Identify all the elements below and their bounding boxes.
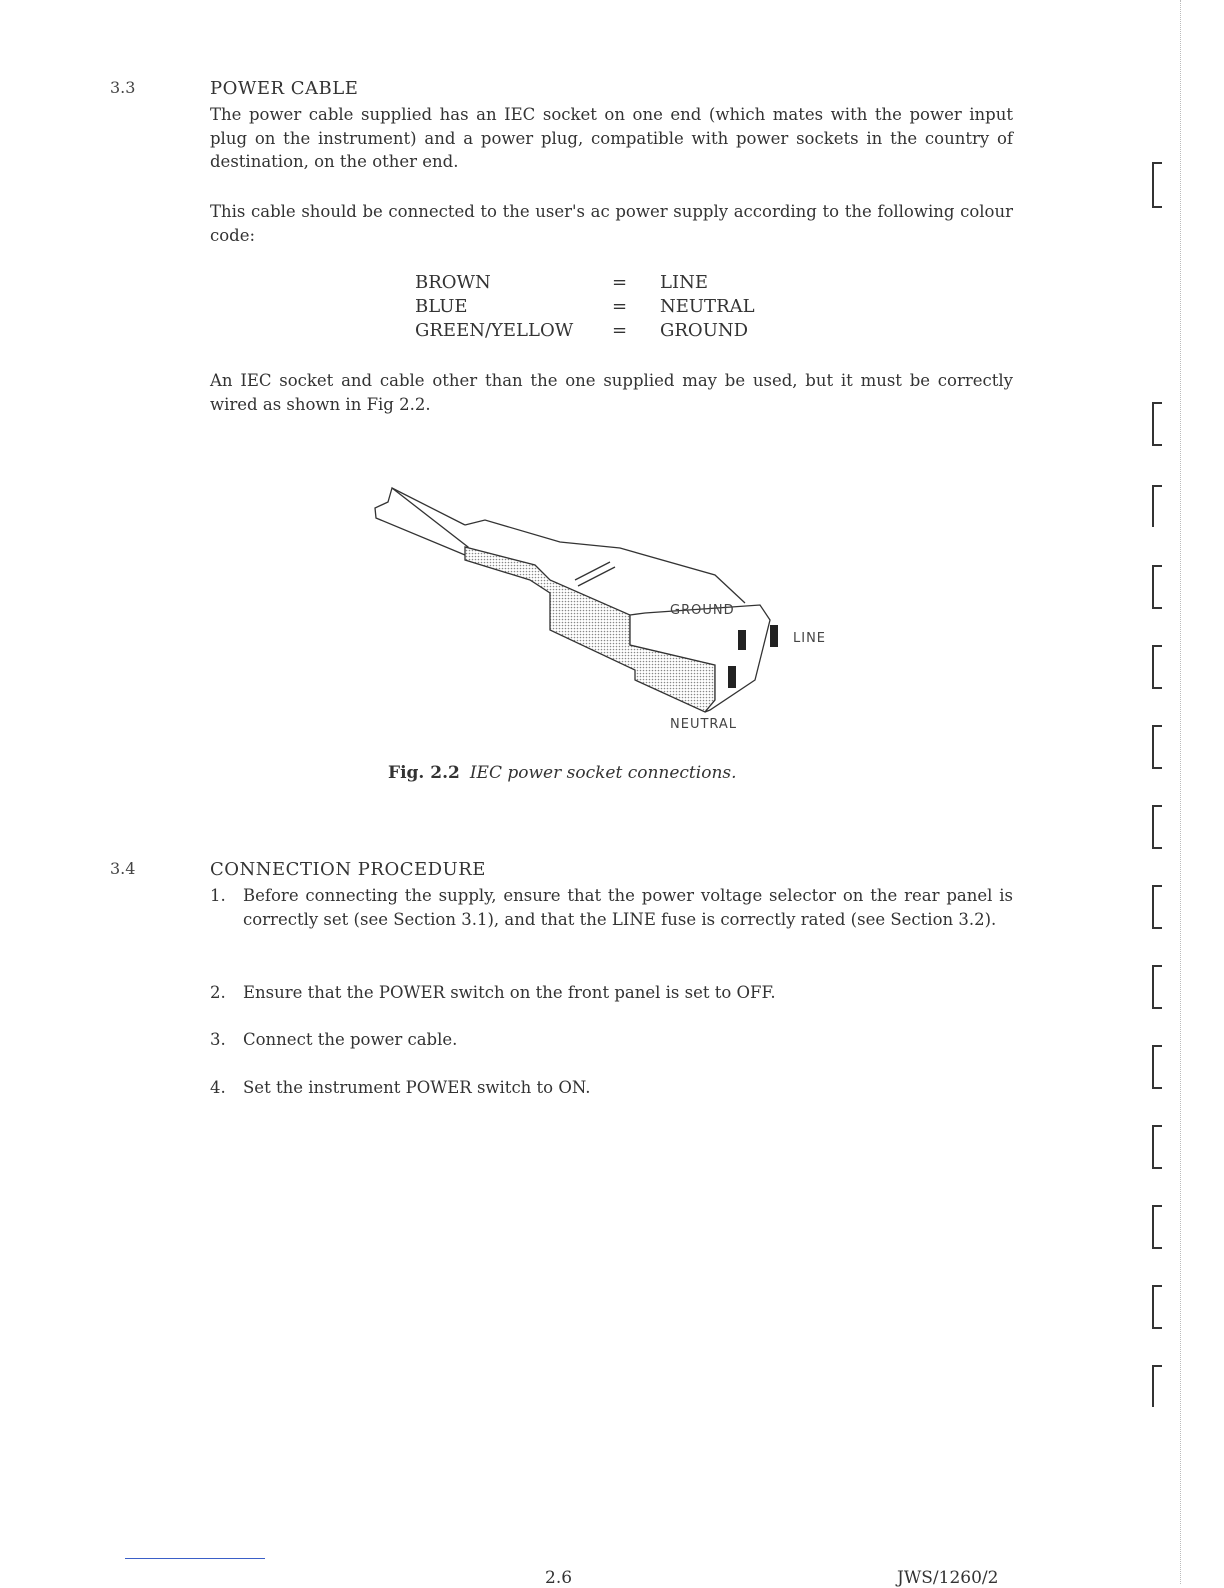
wire-colour: BROWN [415, 272, 491, 293]
equals: = [612, 320, 628, 341]
ground-pin [738, 630, 746, 650]
wire-function: NEUTRAL [660, 296, 755, 317]
section-number-3-3: 3.3 [110, 78, 136, 97]
alternate-socket-paragraph: An IEC socket and cable other than the one supplied may be used, but it must be correctly wired as shown in Fig 2.2. [210, 371, 1013, 414]
iec-socket-illustration [360, 480, 840, 750]
line-label: LINE [793, 631, 827, 646]
document-reference: JWS/1260/2 [897, 1568, 999, 1588]
list-item [210, 1028, 1013, 1052]
step-number: 3. [210, 1030, 226, 1049]
figure-caption-text: IEC power socket connections. [469, 763, 737, 783]
page-number: 2.6 [545, 1568, 573, 1588]
colour-code-intro: This cable should be connected to the user's ac power supply according to the following colour code: [210, 202, 1013, 245]
figure-number: Fig. 2.2 [388, 763, 460, 783]
colour-code-row [415, 319, 755, 343]
section-number-3-4: 3.4 [110, 859, 136, 878]
wire-function: LINE [660, 272, 708, 293]
wire-colour: GREEN/YELLOW [415, 320, 574, 341]
colour-code-table [415, 271, 755, 343]
colour-code-row [415, 271, 755, 295]
list-item [210, 1076, 1013, 1100]
line-pin [770, 625, 778, 647]
step-number: 1. [210, 886, 226, 905]
step-text: Ensure that the POWER switch on the front panel is set to OFF. [243, 983, 776, 1002]
step-text: Connect the power cable. [243, 1030, 458, 1049]
list-item [210, 981, 1013, 1005]
equals: = [612, 272, 628, 293]
colour-code-row [415, 295, 755, 319]
ground-label: GROUND [670, 603, 735, 618]
power-cable-paragraph: The power cable supplied has an IEC socket on one end (which mates with the power input plug on the instrument) and a power plug, compatible with power sockets in the country of destination, on the other end. [210, 105, 1013, 171]
neutral-label: NEUTRAL [670, 717, 738, 732]
equals: = [612, 296, 628, 317]
section-title-connection-procedure: CONNECTION PROCEDURE [210, 859, 486, 880]
figure-caption [388, 763, 737, 783]
neutral-pin [728, 666, 736, 688]
wire-function: GROUND [660, 320, 749, 341]
list-item [210, 884, 1013, 931]
step-text: Before connecting the supply, ensure that the power voltage selector on the rear panel is correctly set (see Section 3.1), and that the LINE fuse is correctly rated (see Section 3.2). [243, 886, 1013, 929]
wire-colour: BLUE [415, 296, 468, 317]
step-number: 4. [210, 1078, 226, 1097]
step-number: 2. [210, 983, 226, 1002]
step-text: Set the instrument POWER switch to ON. [243, 1078, 591, 1097]
section-title-power-cable: POWER CABLE [210, 78, 359, 99]
footer-rule [125, 1558, 265, 1559]
